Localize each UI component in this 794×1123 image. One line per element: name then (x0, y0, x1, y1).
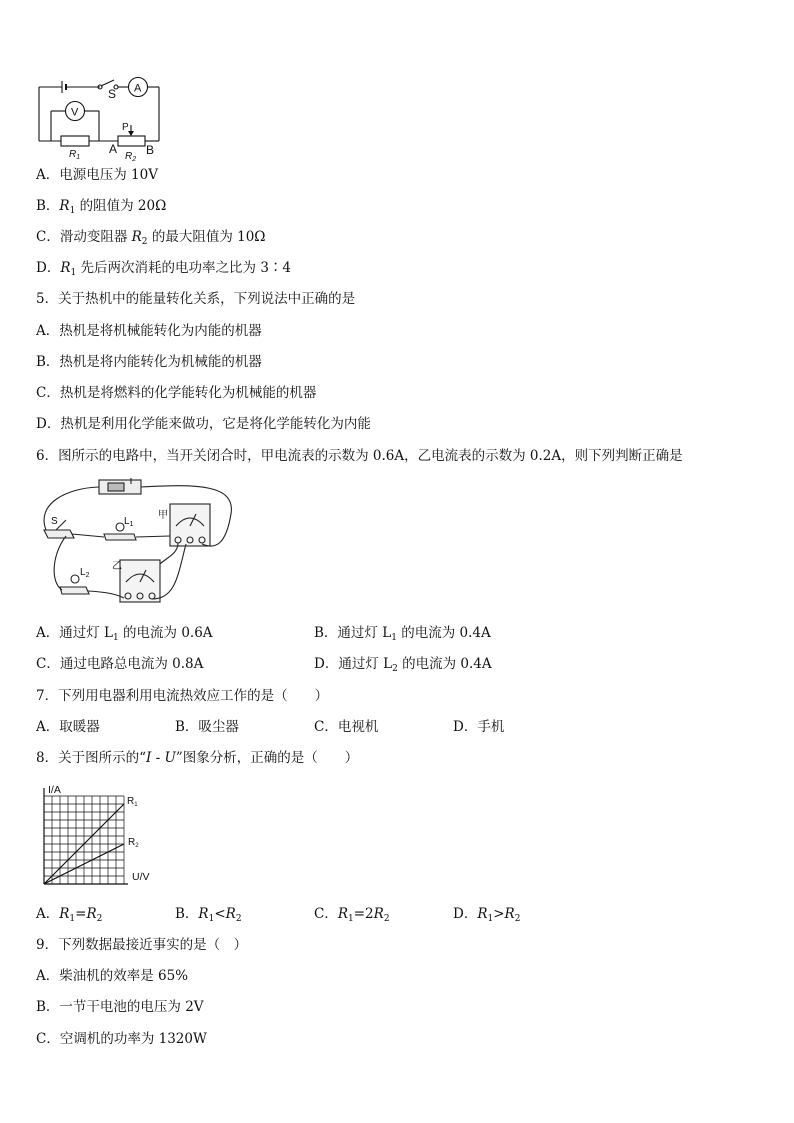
q5-option-b: B．热机是将内能转化为机械能的机器 (36, 354, 262, 370)
q6-option-d: D．通过灯 $L_2$ 的电流为 0.4A (314, 656, 492, 674)
ammeter-jia-label: 甲 (158, 510, 168, 521)
l1-label: $L_1$ (124, 516, 134, 528)
q8-option-b: B．$R_1<R_2$ (175, 906, 242, 924)
r2-label: $R_2$ (125, 151, 137, 162)
q6-stem: 6．图所示的电路中，当开关闭合时，甲电流表的示数为 0.6A，乙电流表的示数为 0.2A，则下列判断正确是 (36, 448, 683, 464)
q4-option-d: D．$R_1$ 先后两次消耗的电功率之比为 3∶4 (36, 260, 291, 278)
q5-option-a: A．热机是将机械能转化为内能的机器 (36, 323, 262, 339)
q5-option-d: D．热机是利用化学能来做功，它是将化学能转化为内能 (36, 416, 371, 432)
q4-option-b: B．$R_1$ 的阻值为 20Ω (36, 198, 167, 216)
voltmeter-label: V (71, 106, 79, 119)
q7-option-b: B．吸尘器 (175, 719, 239, 735)
q6-option-a: A．通过灯 $L_1$ 的电流为 0.6A (36, 625, 213, 643)
r1-label: $R_1$ (69, 149, 81, 161)
q8-stem: 8．关于图所示的“I - U”图象分析，正确的是（ ） (36, 750, 359, 766)
iu-graph-q8 (28, 780, 168, 892)
q5-stem: 5．关于热机中的能量转化关系，下列说法中正确的是 (36, 291, 356, 307)
q8-option-a: A．$R_1=R_2$ (36, 906, 103, 924)
switch-label: S (108, 87, 117, 101)
slider-p-label: P (122, 122, 129, 133)
q5-option-c: C．热机是将燃料的化学能转化为机械能的机器 (36, 385, 317, 401)
q7-option-a: A．取暖器 (36, 719, 100, 735)
circuit-diagram-q4 (34, 72, 164, 162)
r2-line-label: $R_2$ (128, 837, 139, 849)
x-axis-label: U/V (132, 871, 150, 883)
q6-option-b: B．通过灯 $L_1$ 的电流为 0.4A (314, 625, 491, 643)
q9-stem: 9．下列数据最接近事实的是（ ） (36, 937, 248, 953)
q6-option-c: C．通过电路总电流为 0.8A (36, 656, 204, 672)
q7-option-d: D．手机 (453, 719, 505, 735)
q9-option-a: A．柴油机的效率是 65% (36, 968, 189, 984)
y-axis-label: I/A (48, 784, 61, 796)
q9-option-b: B．一节干电池的电压为 2V (36, 999, 204, 1015)
end-b-label: B (146, 143, 155, 157)
ammeter-yi-label: 乙 (112, 561, 122, 572)
q7-option-c: C．电视机 (314, 719, 379, 735)
circuit-photo-q6 (36, 474, 236, 610)
switch-s-label: S (51, 516, 58, 527)
q7-stem: 7．下列用电器利用电流热效应工作的是（ ） (36, 688, 329, 704)
q4-option-a: A．电源电压为 10V (36, 167, 158, 183)
q4-option-c: C．滑动变阻器 $R_2$ 的最大阻值为 10Ω (36, 229, 266, 247)
q8-option-c: C．$R_1=2R_2$ (314, 906, 390, 924)
q8-option-d: D．$R_1>R_2$ (453, 906, 521, 924)
ammeter-label: A (134, 82, 142, 95)
q9-option-c: C．空调机的功率为 1320W (36, 1031, 207, 1047)
l2-label: $L_2$ (80, 567, 90, 579)
end-a-label: A (109, 142, 118, 156)
r1-line-label: $R_1$ (127, 796, 138, 808)
